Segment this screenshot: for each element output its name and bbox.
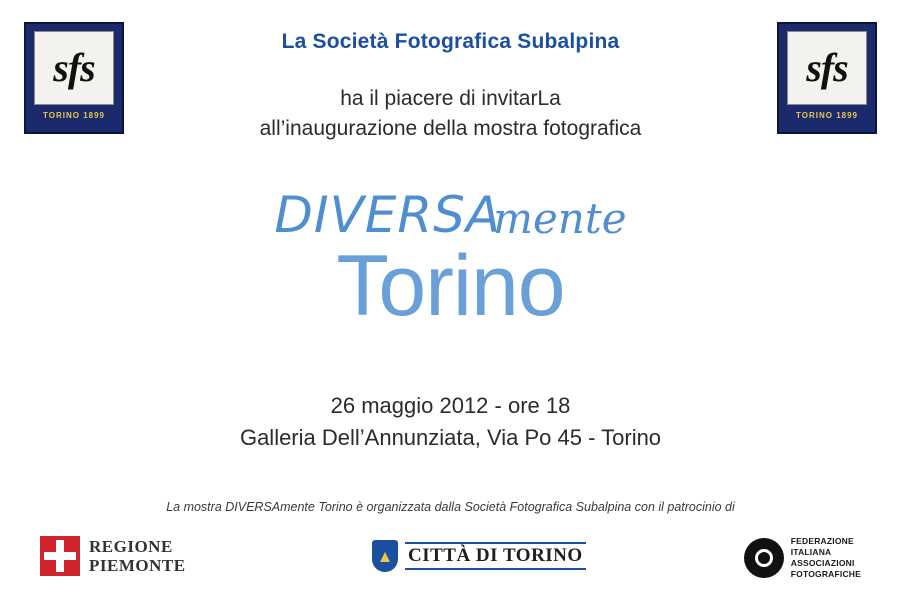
- sponsor-citta-di-torino: [372, 540, 586, 572]
- exhibition-title-word-suffix: mente: [493, 194, 627, 243]
- exhibition-title-city: Torino: [336, 238, 565, 334]
- sfs-monogram: sfs: [806, 45, 848, 90]
- cross-icon: [40, 536, 80, 576]
- sponsor-fiaf: [744, 536, 861, 580]
- exhibition-title: [0, 186, 901, 334]
- exhibition-title-line1: [274, 186, 627, 252]
- event-date-time: 26 maggio 2012 - ore 18: [330, 393, 571, 418]
- sfs-logo-caption: TORINO 1899: [796, 111, 858, 120]
- sfs-monogram: sfs: [53, 45, 95, 90]
- event-details: [0, 390, 901, 454]
- society-name: La Società Fotografica Subalpina: [281, 30, 620, 53]
- exhibition-title-word-main: DIVERSA: [274, 186, 502, 244]
- sponsor-label-line2: PIEMONTE: [89, 556, 186, 575]
- camera-aperture-icon: [744, 538, 784, 578]
- invitation-intro-line2: all’inaugurazione della mostra fotografica: [259, 116, 642, 140]
- event-venue: Galleria Dell’Annunziata, Via Po 45 - Torino: [239, 424, 662, 450]
- sponsor-fiaf-label: [791, 536, 861, 580]
- sponsor-label-line2: ITALIANA: [790, 546, 832, 557]
- invitation-intro-line1: ha il piacere di invitarLa: [340, 87, 561, 110]
- sponsor-label-line1: REGIONE: [89, 536, 173, 556]
- patronage-note: La mostra DIVERSAmente Torino è organizzata dalla Società Fotografica Subalpina con il patrocinio di: [166, 500, 735, 514]
- bull-glyph: ▲: [376, 546, 394, 566]
- invitation-intro: [0, 84, 901, 144]
- sponsor-regione-piemonte: [40, 536, 186, 576]
- sfs-logo-caption: TORINO 1899: [43, 111, 105, 120]
- sponsor-citta-di-torino-label: CITTÀ DI TORINO: [405, 542, 586, 570]
- sponsor-label-line3: ASSOCIAZIONI: [790, 557, 855, 568]
- sponsor-label-line1: FEDERAZIONE: [790, 536, 854, 546]
- sponsor-regione-piemonte-label: [89, 537, 186, 575]
- bull-shield-icon: [372, 540, 398, 572]
- sponsor-logos: [0, 526, 901, 588]
- sponsor-label-line4: FOTOGRAFICHE: [790, 568, 861, 579]
